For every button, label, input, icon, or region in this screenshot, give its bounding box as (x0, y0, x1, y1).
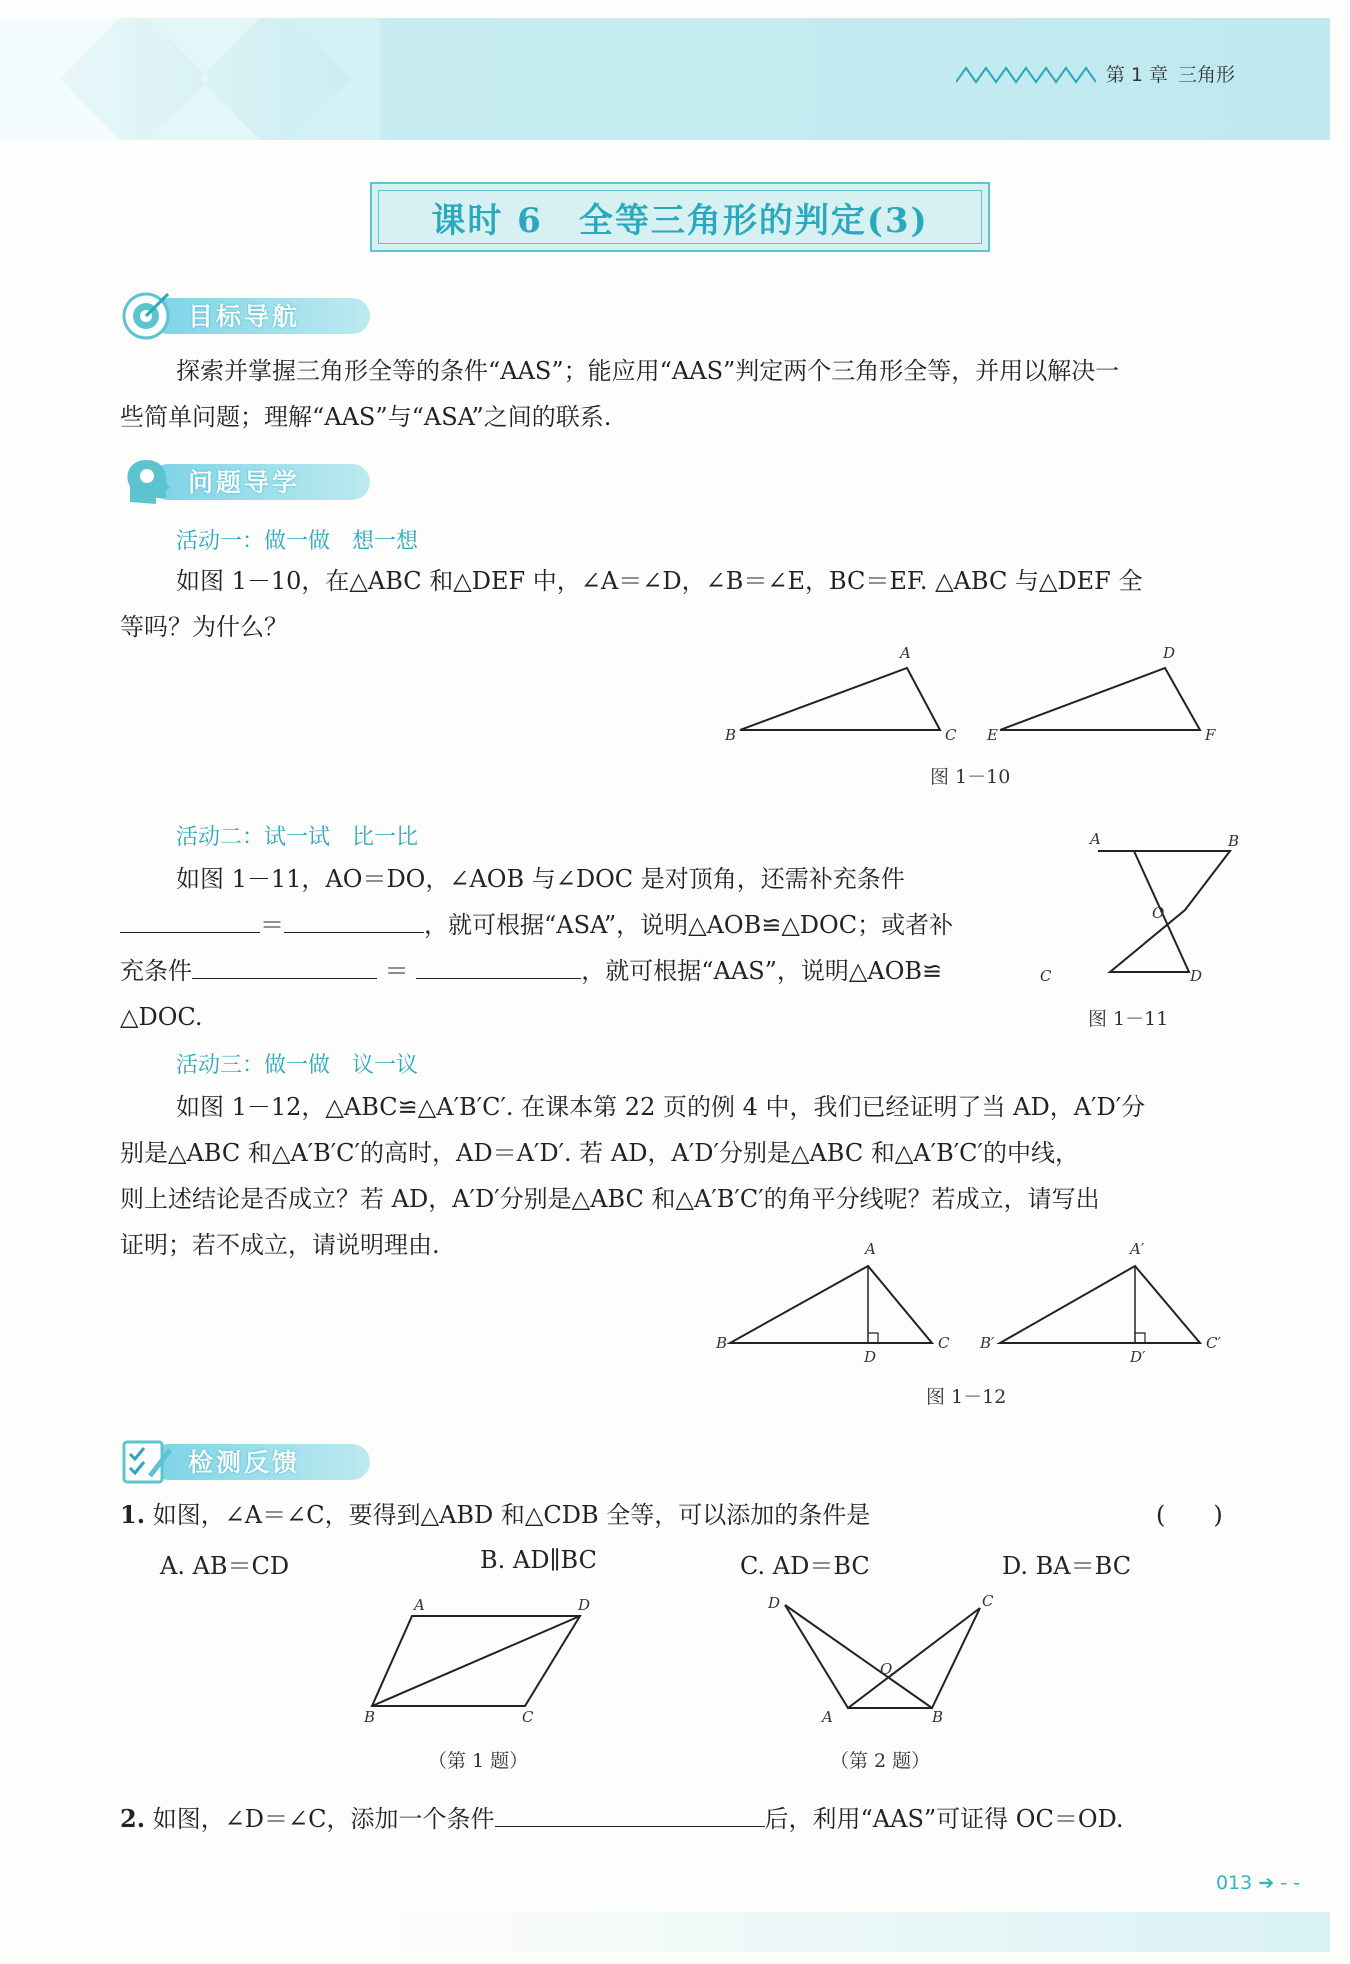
label-c: C (938, 1334, 950, 1352)
label-b: B (364, 1708, 376, 1726)
equals-sign-2: ＝ (384, 957, 409, 985)
question-2-stem-prefix: 如图，∠D＝∠C，添加一个条件 (152, 1805, 495, 1833)
label-b: B (725, 726, 737, 744)
footer-band (390, 1912, 1330, 1952)
figure-1-12-caption: 图 1－12 (926, 1386, 1007, 1408)
label-d: D (1190, 967, 1203, 985)
triangle-def (1000, 668, 1200, 730)
label-a: A (822, 1708, 833, 1726)
mountains-icon (956, 64, 1096, 84)
triangle-abc (730, 1266, 932, 1343)
label-c: C (522, 1708, 534, 1726)
answer-blank-1[interactable] (120, 904, 260, 933)
label-d: D (578, 1596, 591, 1614)
activity3-line2: 别是△ABC 和△A′B′C′的高时，AD＝A′D′. 若 AD，A′D′分别是△ABC 和△A′B′C′的中线， (120, 1139, 1079, 1167)
activity2-title: 活动二：试一试 比一比 (176, 825, 419, 850)
answer-blank-4[interactable] (416, 950, 581, 979)
label-c: C (945, 726, 957, 744)
question-1-answer-paren[interactable]: ( ) (1156, 1501, 1223, 1529)
label-b: B (1228, 832, 1240, 850)
activity3-line3: 则上述结论是否成立？若 AD，A′D′分别是△ABC 和△A′B′C′的角平分线呢？若成立，请写出 (120, 1185, 1100, 1213)
label-b: B (932, 1708, 944, 1726)
goal-text-line2: 些简单问题；理解“AAS”与“ASA”之间的联系. (120, 403, 612, 431)
label-b-prime: B′ (980, 1334, 995, 1352)
label-b: B (716, 1334, 728, 1352)
section-header-check (120, 1436, 300, 1486)
question-1-number: 1. (120, 1500, 146, 1529)
label-o: O (1152, 904, 1165, 922)
option-a[interactable]: A. AB＝CD (160, 1552, 290, 1580)
question-1 (120, 1492, 1250, 1538)
label-d: D (1163, 644, 1176, 662)
header-chevron-decoration (0, 18, 380, 140)
option-b[interactable]: B. AD∥BC (480, 1546, 597, 1574)
label-a: A (414, 1596, 425, 1614)
label-c: C (982, 1592, 994, 1610)
diagonal-bd (372, 1616, 580, 1706)
figure-1-10 (715, 640, 1235, 750)
activity2-line4: △DOC. (120, 1003, 203, 1031)
question-1-stem: 如图，∠A＝∠C，要得到△ABD 和△CDB 全等，可以添加的条件是 (152, 1501, 871, 1529)
activity3-line4: 证明；若不成立，请说明理由. (120, 1231, 440, 1259)
figure-question-1-caption: （第 1 题） (428, 1750, 529, 1772)
head-gear-icon (120, 456, 176, 506)
page-number (1216, 1872, 1300, 1894)
activity1-line2: 等吗？为什么？ (120, 613, 288, 641)
activity2-line1: 如图 1－11，AO＝DO，∠AOB 与∠DOC 是对顶角，还需补充条件 (176, 865, 905, 893)
figure-question-2 (760, 1590, 1010, 1740)
figure-1-11-caption: 图 1－11 (1088, 1008, 1169, 1030)
activity3-title: 活动三：做一做 议一议 (176, 1053, 419, 1078)
lesson-title-box (370, 182, 990, 252)
label-d-prime: D′ (1130, 1348, 1146, 1366)
activity2-line3-prefix: 充条件 (120, 957, 192, 985)
label-d: D (768, 1594, 781, 1612)
activity1-line1: 如图 1－10，在△ABC 和△DEF 中，∠A＝∠D，∠B＝∠E，BC＝EF. △ABC 与△DEF 全 (176, 567, 1143, 595)
label-a: A (1090, 830, 1101, 848)
label-o: O (880, 1660, 893, 1678)
label-e: E (987, 726, 998, 744)
figure-question-2-caption: （第 2 题） (830, 1750, 931, 1772)
section-title-check: 检测反馈 (188, 1448, 301, 1477)
section-header-guide (120, 456, 300, 506)
chapter-header (956, 60, 1235, 87)
label-a: A (900, 644, 911, 662)
activity2-line2 (120, 902, 1040, 948)
activity1-title: 活动一：做一做 想一想 (176, 529, 419, 554)
figure-1-12 (710, 1238, 1230, 1368)
chapter-number: 第 1 章 (1105, 64, 1168, 86)
option-d[interactable]: D. BA＝BC (1002, 1552, 1132, 1580)
option-c[interactable]: C. AD＝BC (740, 1552, 870, 1580)
label-f: F (1205, 726, 1216, 744)
label-c: C (1040, 967, 1052, 985)
question-2-number: 2. (120, 1804, 146, 1833)
figure-1-11 (1040, 824, 1250, 994)
triangle-abc (740, 668, 940, 730)
section-title-guide: 问题导学 (188, 468, 301, 497)
answer-blank-3[interactable] (192, 950, 377, 979)
checklist-pencil-icon (120, 1436, 176, 1486)
question-2 (120, 1796, 1250, 1842)
arrow-right-icon: ➔ - - (1258, 1872, 1300, 1894)
activity2-line2-text: ，就可根据“ASA”，说明△AOB≌△DOC；或者补 (424, 911, 954, 939)
chapter-title: 三角形 (1177, 64, 1235, 86)
lesson-title: 课时 6 全等三角形的判定(3) (378, 190, 982, 244)
triangle-a1b1c1 (1000, 1266, 1200, 1343)
label-c-prime: C′ (1206, 1334, 1221, 1352)
question-2-stem-suffix: 后，利用“AAS”可证得 OC＝OD. (764, 1805, 1124, 1833)
equals-sign-1: ＝ (260, 911, 284, 939)
label-d: D (864, 1348, 877, 1366)
page-number-text: 013 (1215, 1872, 1253, 1894)
answer-blank-q2[interactable] (495, 1798, 765, 1827)
figure-question-1 (350, 1596, 610, 1736)
answer-blank-2[interactable] (284, 904, 424, 933)
section-title-goal: 目标导航 (188, 302, 301, 331)
target-icon (120, 290, 176, 340)
section-header-goal (120, 290, 300, 340)
figure-1-10-caption: 图 1－10 (930, 766, 1011, 788)
activity3-line1: 如图 1－12，△ABC≌△A′B′C′. 在课本第 22 页的例 4 中，我们已经证明了当 AD，A′D′分 (176, 1093, 1146, 1121)
goal-text-line1: 探索并掌握三角形全等的条件“AAS”；能应用“AAS”判定两个三角形全等，并用以解决一 (176, 357, 1120, 385)
label-a-prime: A′ (1130, 1240, 1145, 1258)
activity2-line3-text: ，就可根据“AAS”，说明△AOB≌ (581, 957, 943, 985)
activity2-line3 (120, 948, 1040, 994)
label-a: A (865, 1240, 876, 1258)
